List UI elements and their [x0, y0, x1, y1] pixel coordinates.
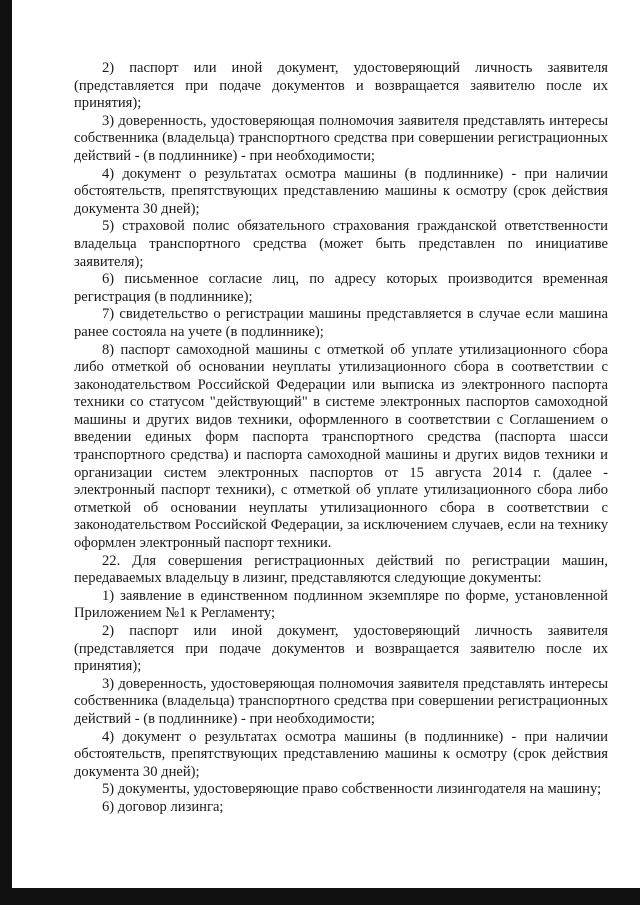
paragraph-lessor-ownership-documents: 5) документы, удостоверяющие право собственности лизингодателя на машину;	[102, 781, 602, 798]
paragraph-leasing-power-of-attorney: 3) доверенность, удостоверяющая полномочия заявителя представлять интересы собственника (владельца) транспортного средства при совершении регистрационных действий - (в подлиннике) - при необходимости;	[74, 675, 608, 727]
scan-edge-bottom	[0, 888, 640, 905]
paragraph-self-propelled-passport: 8) паспорт самоходной машины с отметкой об уплате утилизационного сбора либо отметкой об основании неуплаты утилизационного сбора в соответствии с законодательством Российской Федерации или выписка из электронного паспорта техники со статусом "действующий" в системе электронных паспортов самоходной машины и других видов техники, оформленного в соответствии с Соглашением о введении единых форм паспорта транспортного средства (паспорта шасси транспортного средства) и паспорта самоходной машины и других видов техники и организации систем электронных паспортов от 15 августа 2014 г. (далее - электронный паспорт техники), с отметкой об уплате утилизационного сбора либо отметкой об основании неуплаты утилизационного сбора в соответствии с законодательством Российской Федерации, за исключением случаев, если на технику оформлен электронный паспорт техники.	[74, 341, 608, 552]
document-page	[74, 60, 608, 817]
paragraph-leasing-passport: 2) паспорт или иной документ, удостоверяющий личность заявителя (представляется при подаче документов и возвращается заявителю после их принятия);	[74, 623, 608, 675]
scan-edge-left	[0, 0, 12, 905]
paragraph-power-of-attorney: 3) доверенность, удостоверяющая полномочия заявителя представлять интересы собственника (владельца) транспортного средства при совершении регистрационных действий - (в подлиннике) - при необходимости;	[74, 112, 608, 164]
paragraph-registration-certificate: 7) свидетельство о регистрации машины представляется в случае если машина ранее состояла на учете (в подлиннике);	[74, 306, 608, 340]
paragraph-inspection-document: 4) документ о результатах осмотра машины (в подлиннике) - при наличии обстоятельств, препятствующих представлению машины к осмотру (срок действия документа 30 дней);	[74, 165, 608, 217]
paragraph-leasing-inspection-document: 4) документ о результатах осмотра машины (в подлиннике) - при наличии обстоятельств, препятствующих представлению машины к осмотру (срок действия документа 30 дней);	[74, 728, 608, 780]
paragraph-leasing-application: 1) заявление в единственном подлинном экземпляре по форме, установленной Приложением №1 к Регламенту;	[74, 587, 608, 622]
paragraph-passport: 2) паспорт или иной документ, удостоверяющий личность заявителя (представляется при подаче документов и возвращается заявителю после их принятия);	[74, 60, 608, 112]
paragraph-leasing-agreement: 6) договор лизинга;	[102, 798, 224, 815]
paragraph-insurance-policy: 5) страховой полис обязательного страхования гражданской ответственности владельца транспортного средства (может быть представлен по инициативе заявителя);	[74, 218, 608, 270]
paragraph-written-consent: 6) письменное согласие лиц, по адресу которых производится временная регистрация (в подлиннике);	[74, 271, 608, 305]
paragraph-section-22: 22. Для совершения регистрационных действий по регистрации машин, передаваемых владельцу в лизинг, представляются следующие документы:	[74, 552, 608, 587]
